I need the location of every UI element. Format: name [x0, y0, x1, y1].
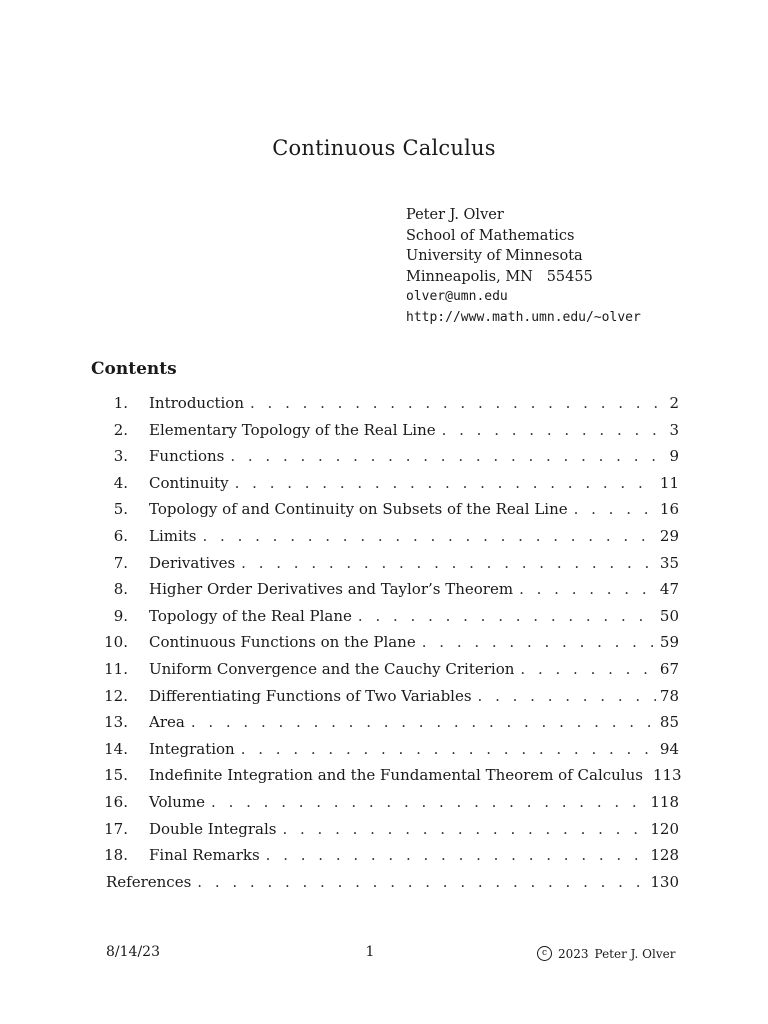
- toc-entry-page: 9: [669, 447, 679, 466]
- toc-leader-dots: [514, 660, 655, 678]
- toc-entry-title: Functions: [149, 447, 225, 466]
- copyright-year: 2023: [558, 946, 589, 961]
- toc-entry-title: Topology of the Real Plane: [149, 606, 352, 625]
- toc-entry-page: 11: [659, 473, 679, 492]
- toc-entry-page: 47: [659, 580, 679, 599]
- toc-entry-line: [149, 474, 679, 492]
- toc-leader-dots: [235, 554, 656, 572]
- toc-entry-number: 1.: [113, 394, 128, 412]
- toc-leader-dots: [276, 820, 646, 838]
- toc-entry-page: 118: [650, 793, 679, 811]
- toc-entry-line: [149, 554, 679, 572]
- author-dept: School of Mathematics: [406, 227, 575, 244]
- toc-entry-number: 18.: [104, 846, 128, 865]
- toc-entry-title: Elementary Topology of the Real Line: [149, 420, 436, 439]
- toc-entry[interactable]: [0, 550, 768, 577]
- toc-leader-dots: [352, 607, 656, 625]
- toc-entry-line: [149, 793, 679, 811]
- toc-entry[interactable]: [0, 736, 768, 763]
- toc-entry-page: 85: [659, 713, 679, 732]
- toc-entry-page: 3: [669, 420, 679, 439]
- toc-leader-dots: [513, 580, 656, 598]
- toc-entry[interactable]: [0, 842, 768, 869]
- toc-entry-line: [149, 846, 679, 864]
- toc-leader-dots: [229, 474, 656, 492]
- toc-entry-line: [149, 607, 679, 625]
- toc-entry-number: 14.: [104, 739, 128, 758]
- toc-entry-number: 2.: [113, 420, 128, 439]
- toc-entry-title: Higher Order Derivatives and Taylor’s Theorem: [149, 580, 514, 599]
- toc-entry[interactable]: [0, 762, 768, 789]
- author-name: Peter J. Olver: [406, 207, 504, 223]
- toc-entry-page: 120: [650, 819, 679, 838]
- toc-entry-line: [149, 500, 679, 518]
- toc-entry-title: Uniform Convergence and the Cauchy Criterion: [149, 660, 515, 678]
- toc-leader-dots: [472, 687, 656, 705]
- toc-entry-number: 7.: [113, 553, 128, 572]
- toc-entry[interactable]: [0, 789, 768, 816]
- toc-entry-title: Indefinite Integration and the Fundamental Theorem of Calculus: [149, 766, 643, 785]
- toc-entry-page: 128: [650, 846, 679, 865]
- toc-entry[interactable]: [0, 470, 768, 497]
- toc-entry-line: [149, 580, 679, 598]
- toc-entry-line: [106, 873, 679, 891]
- toc-entry[interactable]: [0, 709, 768, 736]
- author-zip: 55455: [546, 268, 593, 285]
- author-block: [406, 205, 641, 329]
- toc-entry-line: [149, 660, 679, 678]
- toc-entry[interactable]: [0, 417, 768, 444]
- toc-entry-title: Integration: [149, 739, 235, 758]
- toc-entry[interactable]: [0, 496, 768, 523]
- author-url[interactable]: http://www.math.umn.edu/∼olver: [406, 309, 641, 325]
- toc-leader-dots: [643, 766, 649, 784]
- copyright-name: Peter J. Olver: [594, 946, 676, 961]
- toc-leader-dots: [568, 500, 656, 518]
- toc-leader-dots: [235, 740, 656, 758]
- toc-entry-page: 67: [659, 660, 679, 678]
- toc-entry-title: Volume: [149, 793, 206, 811]
- toc-entry-references[interactable]: [0, 869, 768, 896]
- toc-entry-number: 11.: [104, 660, 128, 678]
- toc-entry-title: Introduction: [149, 394, 244, 412]
- toc-entry-title: Topology of and Continuity on Subsets of the Real Line: [149, 500, 568, 519]
- toc-entry-line: [149, 421, 679, 439]
- toc-entry-number: 12.: [104, 686, 128, 705]
- toc-entry-page: 94: [659, 739, 679, 758]
- toc-entry-line: [149, 766, 682, 785]
- toc-entry-line: [149, 394, 679, 412]
- toc-leader-dots: [185, 713, 656, 731]
- toc-entry-number: 9.: [113, 606, 128, 625]
- author-address: [406, 267, 641, 288]
- toc-leader-dots: [416, 633, 656, 651]
- toc-entry-line: [149, 633, 679, 651]
- toc-entry-title: Continuity: [149, 473, 229, 492]
- toc-entry-title: Differentiating Functions of Two Variables: [149, 686, 472, 705]
- toc-leader-dots: [436, 421, 666, 439]
- toc-leader-dots: [197, 527, 656, 545]
- toc-entry-title: Area: [149, 713, 185, 732]
- contents-heading: Contents: [91, 359, 177, 379]
- toc-entry-number: 17.: [104, 819, 128, 838]
- toc-entry-number: 6.: [113, 527, 128, 545]
- toc-entry-line: [149, 687, 679, 705]
- toc-entry-page: 113: [652, 766, 682, 785]
- toc-entry-line: [149, 447, 679, 465]
- author-university: University of Minnesota: [406, 248, 583, 265]
- toc-entry[interactable]: [0, 576, 768, 603]
- toc-entry[interactable]: [0, 443, 768, 470]
- toc-entry-number: 3.: [113, 447, 128, 466]
- toc-entry[interactable]: [0, 656, 768, 683]
- footer-page-number: 1: [365, 944, 375, 960]
- toc-entry-line: [149, 527, 679, 545]
- toc-entry-page: 78: [659, 686, 679, 705]
- toc-leader-dots: [260, 846, 647, 864]
- toc-entry-line: [149, 740, 679, 758]
- document-title: Continuous Calculus: [272, 136, 496, 160]
- toc-entry-title: Double Integrals: [149, 819, 277, 838]
- toc-entry-number: 8.: [113, 580, 128, 599]
- toc-entry-title: Limits: [149, 527, 197, 545]
- toc-entry-title: References: [106, 872, 192, 891]
- toc-entry-line: [149, 713, 679, 731]
- toc-entry-page: 35: [659, 553, 679, 572]
- toc-entry-number: 4.: [113, 473, 128, 492]
- toc-entry-page: 59: [659, 633, 679, 652]
- toc-entry[interactable]: [0, 816, 768, 843]
- toc-entry-page: 29: [659, 527, 679, 545]
- toc-entry-line: [149, 820, 679, 838]
- toc-entry[interactable]: [0, 390, 768, 417]
- toc-leader-dots: [244, 394, 665, 412]
- footer-date: 8/14/23: [106, 944, 160, 960]
- toc-entry-number: 13.: [104, 713, 128, 732]
- toc-leader-dots: [224, 447, 665, 465]
- toc-leader-dots: [191, 873, 646, 891]
- toc-entry-number: 5.: [113, 500, 128, 519]
- toc-entry-page: 16: [659, 500, 679, 519]
- footer-copyright: [537, 946, 675, 961]
- toc-entry[interactable]: [0, 629, 768, 656]
- author-email[interactable]: olver@umn.edu: [406, 289, 508, 305]
- author-city: Minneapolis, MN: [406, 268, 533, 285]
- toc-entry[interactable]: [0, 523, 768, 550]
- toc-entry-number: 10.: [104, 633, 128, 652]
- toc-entry-title: Continuous Functions on the Plane: [149, 633, 416, 652]
- toc-entry-title: Derivatives: [149, 553, 236, 572]
- toc-entry-number: 16.: [104, 793, 128, 811]
- toc-entry-page: 50: [659, 606, 679, 625]
- copyright-icon: c: [537, 946, 552, 961]
- toc-entry-number: 15.: [104, 766, 128, 785]
- toc-entry[interactable]: [0, 683, 768, 710]
- toc-entry-title: Final Remarks: [149, 846, 260, 865]
- toc-entry[interactable]: [0, 603, 768, 630]
- toc-leader-dots: [205, 793, 646, 811]
- toc-entry-page: 130: [650, 872, 679, 891]
- toc-entry-page: 2: [669, 394, 679, 412]
